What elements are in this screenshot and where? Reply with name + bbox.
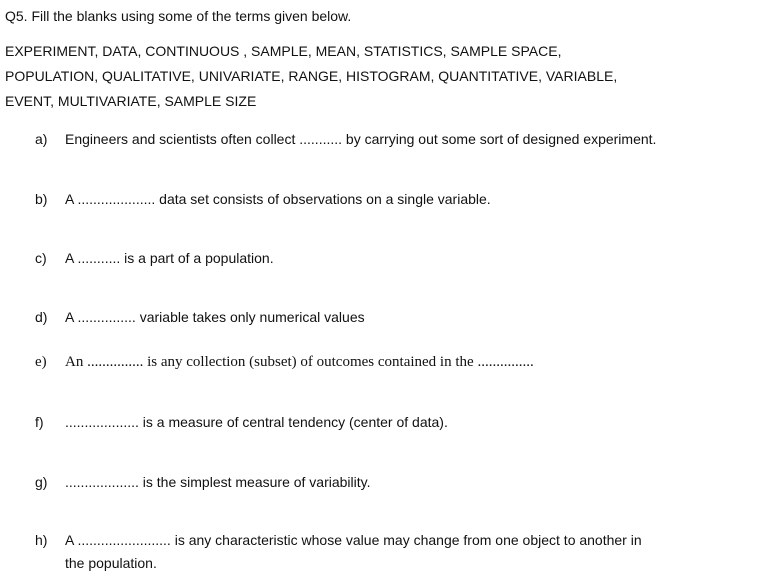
item-label: g) xyxy=(35,474,48,490)
item-text: A xyxy=(65,532,78,548)
item-text: is a part of a population. xyxy=(120,250,274,266)
blank[interactable]: ................... xyxy=(65,414,139,430)
item-f xyxy=(35,414,448,430)
item-text: A xyxy=(65,191,78,207)
item-text: Engineers and scientists often collect xyxy=(65,131,300,147)
item-g xyxy=(35,474,371,490)
item-text: A xyxy=(65,250,78,266)
item-label: f) xyxy=(35,414,44,430)
terms-line-3: EVENT, MULTIVARIATE, SAMPLE SIZE xyxy=(5,93,257,109)
item-h-continuation: the population. xyxy=(65,555,157,571)
blank[interactable]: ........................ xyxy=(77,532,171,548)
item-text: data set consists of observations on a single variable. xyxy=(155,191,491,207)
blank[interactable]: ........... xyxy=(299,131,343,147)
item-text: is the simplest measure of variability. xyxy=(138,474,371,490)
blank[interactable]: ............... xyxy=(77,309,136,325)
item-text: A xyxy=(65,309,78,325)
blank[interactable]: .................... xyxy=(77,191,156,207)
item-label: b) xyxy=(35,191,48,207)
terms-line-2: POPULATION, QUALITATIVE, UNIVARIATE, RANGE, HISTOGRAM, QUANTITATIVE, VARIABLE, xyxy=(5,68,618,84)
blank[interactable]: ........... xyxy=(77,250,121,266)
item-h xyxy=(35,532,642,548)
item-b xyxy=(35,191,491,207)
item-label: e) xyxy=(35,354,47,370)
item-label: h) xyxy=(35,532,48,548)
item-text: An xyxy=(65,354,88,370)
item-text: is any characteristic whose value may change from one object to another in xyxy=(170,532,642,548)
question-title: Q5. Fill the blanks using some of the terms given below. xyxy=(5,8,352,24)
item-text: is a measure of central tendency (center of data). xyxy=(138,414,448,430)
item-label: c) xyxy=(35,250,47,266)
item-text: by carrying out some sort of designed experiment. xyxy=(342,131,657,147)
item-text: variable takes only numerical values xyxy=(135,309,365,325)
item-e xyxy=(35,354,534,371)
item-label: a) xyxy=(35,131,48,147)
blank-2[interactable]: ............... xyxy=(477,354,534,370)
terms-line-1: EXPERIMENT, DATA, CONTINUOUS , SAMPLE, MEAN, STATISTICS, SAMPLE SPACE, xyxy=(5,43,562,59)
item-a xyxy=(35,131,656,147)
item-c xyxy=(35,250,274,266)
item-text: is any collection (subset) of outcomes contained in the xyxy=(143,354,478,370)
item-label: d) xyxy=(35,309,48,325)
item-d xyxy=(35,309,365,325)
blank[interactable]: ............... xyxy=(87,354,144,370)
blank[interactable]: ................... xyxy=(65,474,139,490)
